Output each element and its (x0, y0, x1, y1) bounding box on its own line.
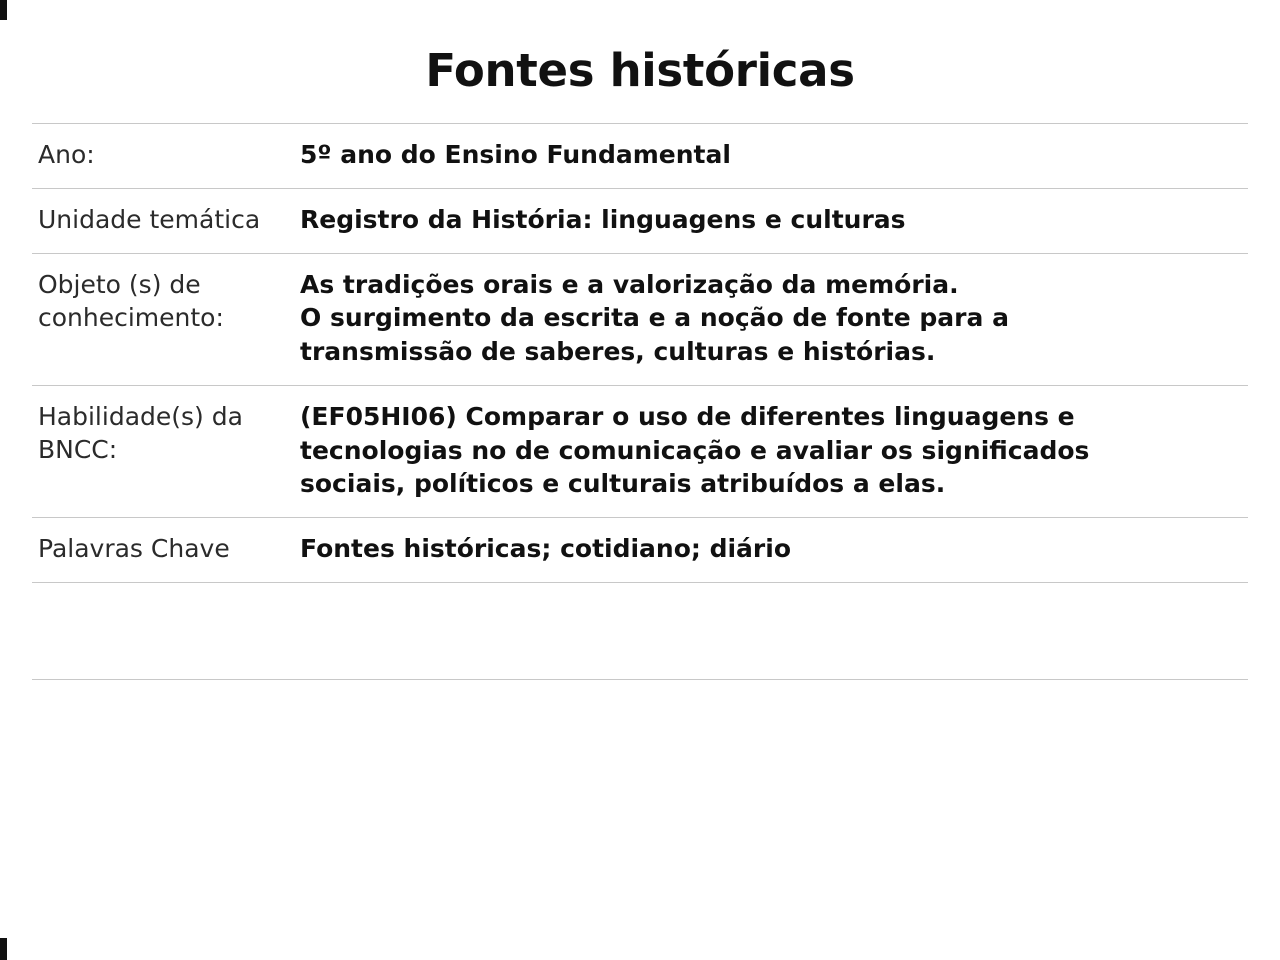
value-line: transmissão de saberes, culturas e histórias. (300, 337, 936, 366)
row-value (294, 385, 1248, 517)
table-spacer-row (32, 582, 1248, 679)
value-line: Fontes históricas; cotidiano; diário (300, 534, 792, 563)
spacer-cell-value (294, 582, 1248, 679)
table-row (32, 518, 1248, 583)
value-line: Registro da História: linguagens e culturas (300, 204, 906, 234)
row-label: Habilidade(s) da BNCC: (32, 385, 294, 517)
row-label: Objeto (s) de conhecimento: (32, 253, 294, 385)
row-value (294, 518, 1248, 583)
spacer-cell-label (32, 582, 294, 679)
lesson-info-table (32, 123, 1248, 680)
value-line: sociais, políticos e culturais atribuídos a elas. (300, 469, 946, 499)
table-row (32, 124, 1248, 189)
row-label: Palavras Chave (32, 518, 294, 583)
row-value (294, 124, 1248, 189)
row-label: Unidade temática (32, 188, 294, 253)
row-value (294, 253, 1248, 385)
value-line: (EF05HI06) Comparar o uso de diferentes linguagens e (300, 401, 1075, 431)
page-title: Fontes históricas (425, 44, 855, 97)
row-label: Ano: (32, 124, 294, 189)
value-line: 5º ano do Ensino Fundamental (300, 140, 731, 169)
value-line: O surgimento da escrita e a noção de fonte para a (300, 303, 1009, 333)
value-line: tecnologias no de comunicação e avaliar os significados (300, 435, 1090, 465)
value-line: As tradições orais e a valorização da memória. (300, 269, 959, 299)
row-value (294, 188, 1248, 253)
table-row (32, 188, 1248, 253)
table-row (32, 253, 1248, 385)
table-row (32, 385, 1248, 517)
